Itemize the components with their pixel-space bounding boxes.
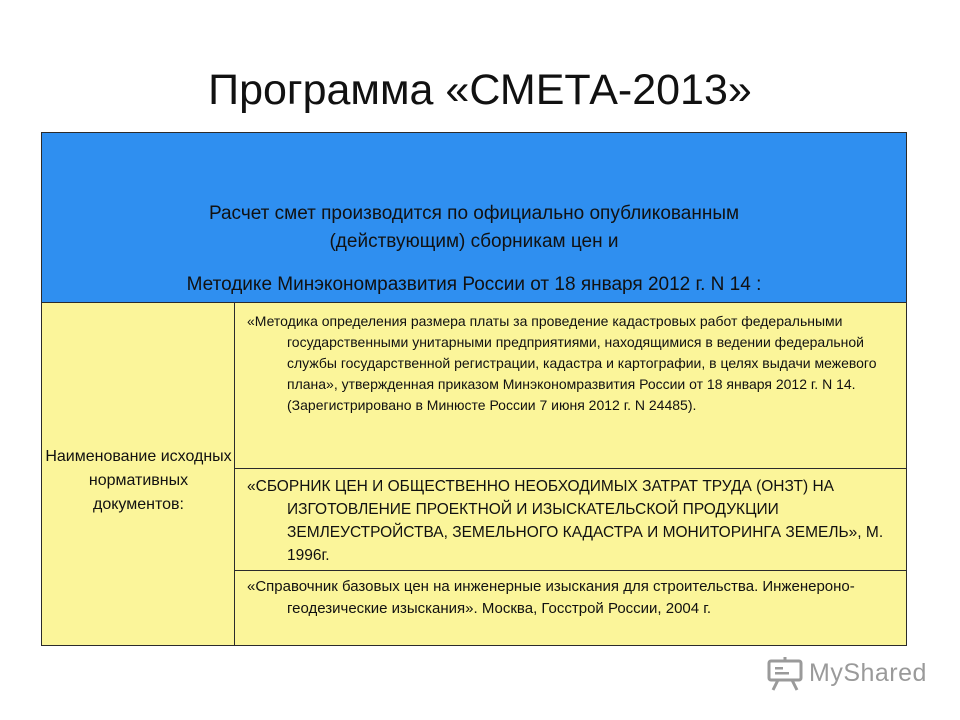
document-cell-3: «Справочник базовых цен на инженерные изыскания для строительства. Инженероно-геодезические изыскания». Москва, Госстрой России, 2004 г.: [235, 571, 906, 645]
header-line-1: Расчет смет производится по официально опубликованным: [208, 203, 740, 224]
documents-table: [41, 132, 907, 646]
document-cell-2: «СБОРНИК ЦЕН И ОБЩЕСТВЕННО НЕОБХОДИМЫХ ЗАТРАТ ТРУДА (ОНЗТ) НА ИЗГОТОВЛЕНИЕ ПРОЕКТНОЙ И ИЗЫСКАТЕЛЬСКОЙ ПРОДУКЦИИ ЗЕМЛЕУСТРОЙСТВА, ЗЕМЕЛЬНОГО КАДАСТРА И МОНИТОРИНГА ЗЕМЕЛЬ», М. 1996г.: [235, 469, 906, 571]
slide-title: Программа «СМЕТА-2013»: [208, 66, 752, 114]
myshared-watermark: [765, 654, 935, 694]
header-line-3: Методике Минэкономразвития России от 18 января 2012 г. N 14 :: [186, 274, 762, 295]
row-label: Наименование исходных нормативных документов:: [45, 448, 232, 513]
table-header: [42, 133, 906, 303]
presentation-board-icon: [765, 656, 805, 692]
document-cell-1: «Методика определения размера платы за проведение кадастровых работ федеральными государственными унитарными предприятиями, находящимися в ведении федеральной службы государственной регистрации, кадастра и картографии, в целях выдачи межевого плана», утвержденная приказом Минэкономразвития России от 18 января 2012 г. N 14. (Зарегистрировано в Минюсте России 7 июня 2012 г. N 24485).: [235, 303, 906, 469]
watermark-text: MyShared: [809, 659, 927, 687]
row-label-cell: [42, 303, 235, 645]
header-line-2: (действующим) сборникам цен и: [329, 231, 619, 252]
